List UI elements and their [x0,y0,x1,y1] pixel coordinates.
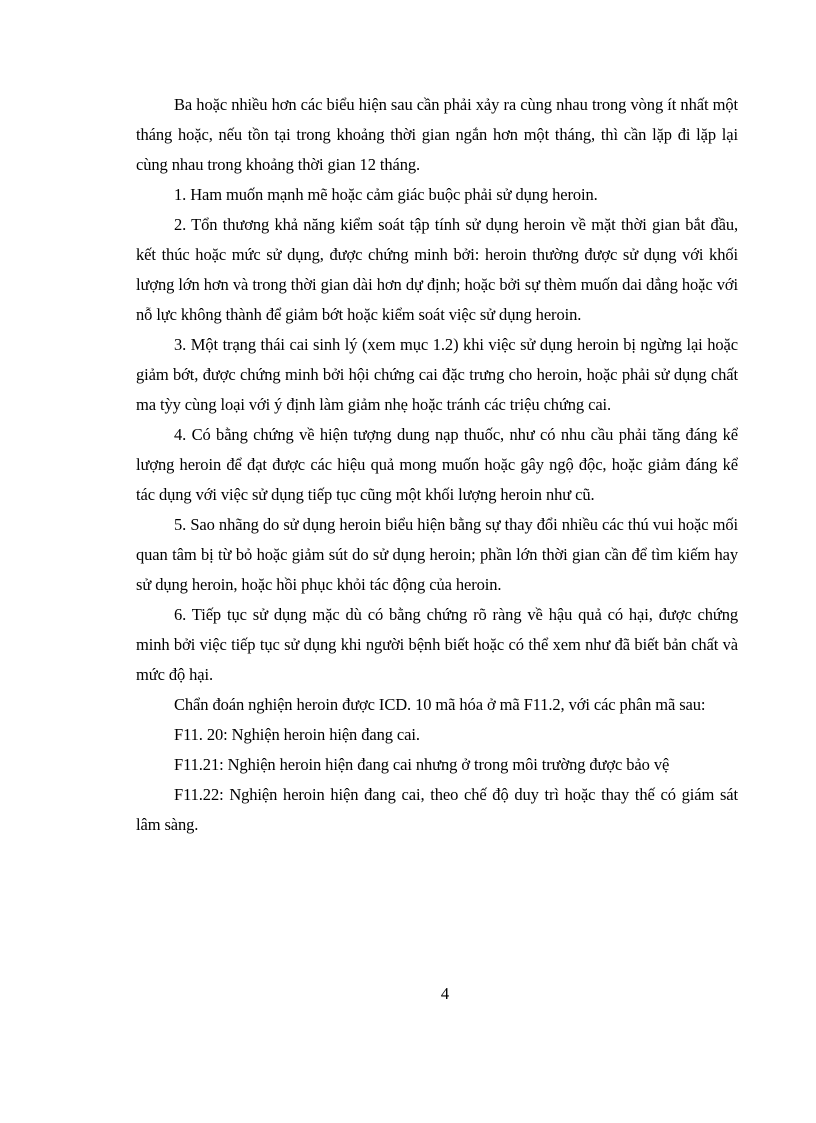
criterion-3-paragraph: 3. Một trạng thái cai sinh lý (xem mục 1.2) khi việc sử dụng heroin bị ngừng lại hoặc giảm bớt, được chứng minh bởi hội chứng cai đặc trưng cho heroin, hoặc phải sử dụng chất ma tỳy cùng loại với ý định làm giảm nhẹ hoặc tránh các triệu chứng cai. [136,335,738,414]
diagnosis-code-paragraph: Chẩn đoán nghiện heroin được ICD. 10 mã hóa ở mã F11.2, với các phân mã sau: [174,695,706,714]
subcode-f11-20: F11. 20: Nghiện heroin hiện đang cai. [174,725,420,744]
criterion-2-paragraph: 2. Tổn thương khả năng kiểm soát tập tính sử dụng heroin về mặt thời gian bắt đầu, kết thúc hoặc mức sử dụng, được chứng minh bởi: heroin thường được sử dụng với khối lượng lớn hơn và trong thời gian dài hơn dự định; hoặc bởi sự thèm muốn dai dẳng hoặc với nỗ lực không thành để giảm bớt hoặc kiểm soát việc sử dụng heroin. [136,215,738,324]
criterion-4-paragraph: 4. Có bằng chứng về hiện tượng dung nạp thuốc, như có nhu cầu phải tăng đáng kể lượng heroin để đạt được các hiệu quả mong muốn hoặc gây ngộ độc, hoặc giảm đáng kể tác dụng với việc sử dụng tiếp tục cũng một khối lượng heroin như cũ. [136,425,738,504]
criterion-1-paragraph: 1. Ham muốn mạnh mẽ hoặc cảm giác buộc phải sử dụng heroin. [174,185,598,204]
subcode-f11-22: F11.22: Nghiện heroin hiện đang cai, theo chế độ duy trì hoặc thay thế có giám sát lâm sàng. [136,785,738,834]
intro-paragraph: Ba hoặc nhiều hơn các biểu hiện sau cần phải xảy ra cùng nhau trong vòng ít nhất một tháng hoặc, nếu tồn tại trong khoảng thời gian ngắn hơn một tháng, thì cần lặp đi lặp lại cùng nhau trong khoảng thời gian 12 tháng. [136,95,738,174]
subcode-f11-21: F11.21: Nghiện heroin hiện đang cai nhưng ở trong môi trường được bảo vệ [174,755,670,774]
criterion-6-paragraph: 6. Tiếp tục sử dụng mặc dù có bằng chứng rõ ràng về hậu quả có hại, được chứng minh bởi việc tiếp tục sử dụng khi người bệnh biết hoặc có thể xem như đã biết bản chất và mức độ hại. [136,605,738,684]
document-page [136,90,738,840]
criterion-5-paragraph: 5. Sao nhãng do sử dụng heroin biểu hiện bằng sự thay đổi nhiều các thú vui hoặc mối quan tâm bị từ bỏ hoặc giảm sút do sử dụng heroin; phần lớn thời gian cần để tìm kiếm hay sử dụng heroin, hoặc hồi phục khỏi tác động của heroin. [136,515,738,594]
page-number-text: 4 [440,984,450,1003]
page-number [0,982,816,1006]
